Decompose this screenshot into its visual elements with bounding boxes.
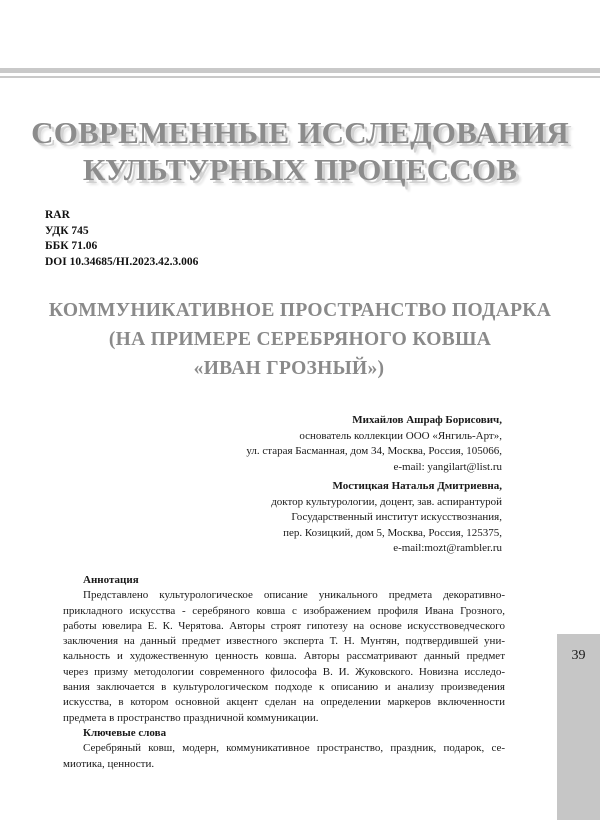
abstract-line: заключения на данный предмет известного эксперта Т. Н. Мунтян, подтвердившей уни-: [63, 635, 505, 648]
udk-code: УДК 745: [45, 224, 89, 237]
author-affiliation: Государственный институт искусствознания,: [291, 511, 502, 523]
author-email: e-mail:mozt@rambler.ru: [393, 542, 502, 554]
section-title-line-2: КУЛЬТУРНЫХ ПРОЦЕССОВ: [82, 152, 518, 187]
classification-codes: [45, 208, 198, 270]
abstract-section: [63, 573, 505, 772]
author-name: Михайлов Ашраф Борисович,: [352, 414, 502, 426]
abstract-line: кальность и художественную ценность ковша. Авторы рассматривают данный предмет: [63, 650, 505, 663]
section-title: [0, 114, 600, 188]
article-title-line-3: «ИВАН ГРОЗНЫЙ»): [193, 358, 385, 379]
keywords-line: миотика, ценности.: [63, 757, 155, 770]
header-rule-thin: [0, 76, 600, 78]
keywords-line: Серебряный ковш, модерн, коммуникативное пространство, праздник, подарок, се-: [83, 742, 505, 755]
author-email: e-mail: yangilart@list.ru: [393, 460, 502, 473]
bbk-code: ББК 71.06: [45, 240, 98, 252]
abstract-line: предмета в пространство праздничной коммуникации.: [63, 711, 319, 724]
author-name: Мостицкая Наталья Дмитриевна,: [332, 480, 502, 492]
author-block-2: [271, 479, 502, 557]
author-affiliation: основатель коллекции ООО «Янгиль-Арт»,: [299, 429, 502, 442]
abstract-line: прикладного искусства - серебряного ковша с изображением профиля Ивана Грозного,: [63, 604, 505, 617]
doi-code: DOI 10.34685/HI.2023.42.3.006: [45, 255, 199, 268]
abstract-heading: Аннотация: [83, 574, 139, 586]
keywords-heading: Ключевые слова: [83, 726, 167, 739]
article-title-line-2: (НА ПРИМЕРЕ СЕРЕБРЯНОГО КОВША: [108, 329, 492, 350]
page-number-tab: [557, 634, 600, 820]
abstract-line: вания заключается в культурологическом подходе к описанию и анализу произведения: [63, 681, 505, 694]
section-title-line-1: СОВРЕМЕННЫЕ ИССЛЕДОВАНИЯ: [31, 115, 569, 150]
abstract-line: работы ювелира Е. К. Черятова. Авторы строят гипотезу на основе искусствоведческого: [63, 619, 505, 632]
header-rule-thick: [0, 68, 600, 73]
abstract-line: искусства, в котором основной акцент сделан на определении маркеров включенности: [63, 696, 505, 709]
rar-code: RAR: [45, 209, 70, 221]
author-block-1: [246, 413, 502, 475]
author-address: пер. Козицкий, дом 5, Москва, Россия, 125375,: [283, 526, 502, 539]
author-position: доктор культурологии, доцент, зав. аспирантурой: [271, 495, 502, 508]
abstract-line: через призму методологии современного философа В. И. Жуковского. Новизна исследо-: [63, 665, 505, 678]
abstract-line: Представлено культурологическое описание уникального предмета декоративно-: [83, 589, 505, 602]
article-title: [0, 296, 600, 383]
article-title-line-1: КОММУНИКАТИВНОЕ ПРОСТРАНСТВО ПОДАРКА: [48, 300, 552, 321]
page-number: 39: [571, 648, 586, 663]
author-address: ул. старая Басманная, дом 34, Москва, Россия, 105066,: [246, 445, 502, 457]
